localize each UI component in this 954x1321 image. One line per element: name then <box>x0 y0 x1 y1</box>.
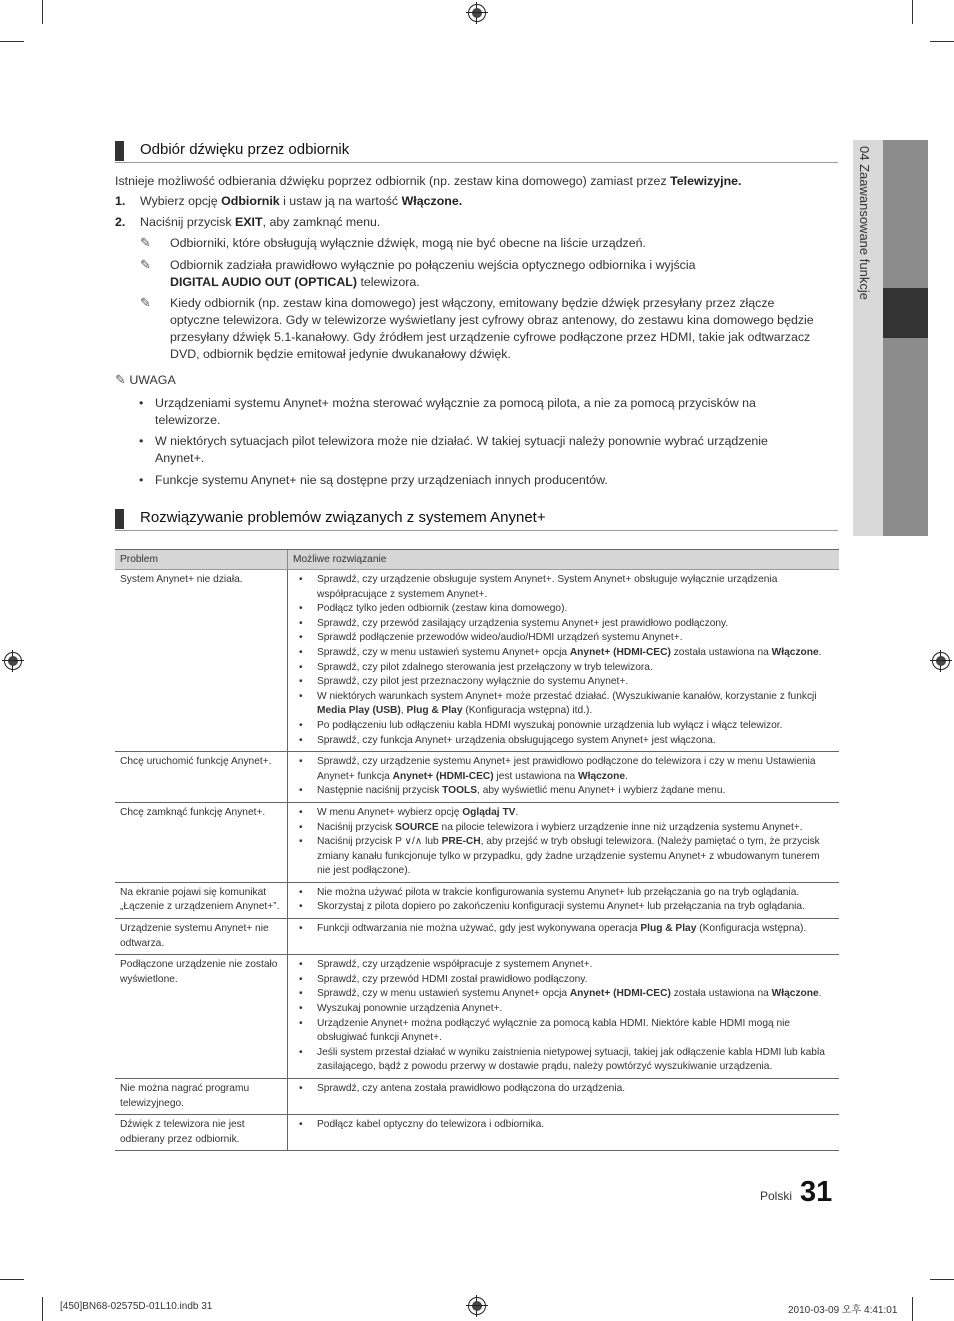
solution-cell <box>288 570 840 752</box>
step-1: 1. Wybierz opcję Odbiornik i ustaw ją na wartość Włączone. <box>115 194 463 208</box>
note-2: Odbiornik zadziała prawidłowo wyłącznie po połączeniu wejścia optycznego odbiornika i wyjścia DIGITAL AUDIO OUT (OPTICAL) telewizora. <box>170 258 696 289</box>
list-item: • Sprawdź, czy w menu ustawień systemu Anynet+ opcja Anynet+ (HDMI-CEC) została ustawiona na Włączone. <box>293 987 834 1002</box>
uwaga-heading: ✎ UWAGA <box>115 373 176 388</box>
list-item: • Nie można używać pilota w trakcie konfigurowania systemu Anynet+ lub przełączania go na tryb oglądania. <box>293 886 834 901</box>
uwaga-bullet: Funkcje systemu Anynet+ nie są dostępne przy urządzeniach innych producentów. <box>155 473 608 487</box>
list-item: • Sprawdź, czy przewód HDMI został prawidłowo podłączony. <box>293 973 834 988</box>
page-number: 31 <box>800 1176 833 1208</box>
registration-mark-icon <box>4 652 22 670</box>
intro-paragraph: Istnieje możliwość odbierania dźwięku poprzez odbiornik (np. zestaw kina domowego) zamiast przez Telewizyjne. <box>115 174 742 188</box>
note-icon: ✎ <box>140 236 151 251</box>
list-item: • Sprawdź, czy pilot zdalnego sterowania jest przełączony w tryb telewizora. <box>293 661 834 676</box>
problem-cell: Dźwięk z telewizora nie jest odbierany przez odbiornik. <box>115 1115 288 1151</box>
note-1: Odbiorniki, które obsługują wyłącznie dźwięk, mogą nie być obecne na liście urządzeń. <box>170 236 646 250</box>
note-3: Kiedy odbiornik (np. zestaw kina domowego) jest włączony, emitowany będzie dźwięk przesyłany przez złącze optyczne telewizora. Gdy w telewizorze wyświetlany jest cyfrowy obraz antenowy, do zestawu kina domowego będzie przesyłany dźwięk 5.1-kanałowy. Gdy źródłem jest urządzenie cyfrowe podłączone przez HDMI, takie jak odtwarzacz DVD, odbiornik będzie emitował jedynie dwukanałowy dźwięk. <box>170 296 814 361</box>
uwaga-bullet: W niektórych sytuacjach pilot telewizora może nie działać. W takiej sytuacji należy ponownie wybrać urządzenie Anynet+. <box>155 434 768 465</box>
note-icon: ✎ <box>140 296 151 311</box>
registration-mark-icon <box>468 1297 486 1315</box>
list-item: • Sprawdź, czy antena została prawidłowo podłączona do urządzenia. <box>293 1082 834 1097</box>
table-row <box>115 882 839 918</box>
column-header-problem: Problem <box>115 550 288 570</box>
solution-cell <box>288 802 840 882</box>
troubleshooting-table <box>115 549 839 1151</box>
note-icon: ✎ <box>115 373 126 388</box>
problem-cell: System Anynet+ nie działa. <box>115 570 288 752</box>
list-item: • Sprawdź, czy w menu ustawień systemu Anynet+ opcja Anynet+ (HDMI-CEC) została ustawiona na Włączone. <box>293 646 834 661</box>
registration-mark-icon <box>932 652 950 670</box>
table-row <box>115 570 839 752</box>
table-row <box>115 752 839 803</box>
list-item: • Sprawdź podłączenie przewodów wideo/audio/HDMI urządzeń systemu Anynet+. <box>293 631 834 646</box>
table-row <box>115 802 839 882</box>
table-row <box>115 955 839 1079</box>
list-item: • W menu Anynet+ wybierz opcję Oglądaj TV. <box>293 806 834 821</box>
print-slug-file: [450]BN68-02575D-01L10.indb 31 <box>60 1301 213 1312</box>
list-item: • Sprawdź, czy urządzenie obsługuje system Anynet+. System Anynet+ obsługuje wyłącznie urządzenia współpracujące z systemem Anynet+. <box>293 573 834 602</box>
list-item: • Po podłączeniu lub odłączeniu kabla HDMI wyszukaj ponownie urządzenia lub wyłącz i włącz telewizor. <box>293 719 834 734</box>
list-item: • W niektórych warunkach system Anynet+ może przestać działać. (Wyszukiwanie kanałów, korzystanie z funkcji Media Play (USB), Plug & Play (Konfiguracja wstępna) itd.). <box>293 690 834 719</box>
solution-cell <box>288 1079 840 1115</box>
solution-cell <box>288 919 840 955</box>
list-item: • Naciśnij przycisk SOURCE na pilocie telewizora i wybierz urządzenie inne niż urządzenia systemu Anynet+. <box>293 821 834 836</box>
table-row <box>115 1115 839 1151</box>
solution-cell <box>288 955 840 1079</box>
list-item: • Funkcji odtwarzania nie można używać, gdy jest wykonywana operacja Plug & Play (Konfiguracja wstępna). <box>293 922 834 937</box>
list-item: • Sprawdź, czy urządzenie współpracuje z systemem Anynet+. <box>293 958 834 973</box>
list-item: • Sprawdź, czy funkcja Anynet+ urządzenia obsługującego system Anynet+ jest włączona. <box>293 734 834 749</box>
list-item: • Podłącz kabel optyczny do telewizora i odbiornika. <box>293 1118 834 1133</box>
chapter-label: 04 Zaawansowane funkcje <box>857 146 872 300</box>
column-header-solution: Możliwe rozwiązanie <box>288 550 840 570</box>
list-item: • Naciśnij przycisk P ∨/∧ lub PRE-CH, aby przejść w tryb obsługi telewizora. (Należy pamiętać o tym, że przycisk zmiany kanału funkcjonuje tylko w przypadku, gdy żadne urządzenie systemu Anynet+ z wbudowanym tunerem nie jest podłączone). <box>293 835 834 879</box>
list-item: • Jeśli system przestał działać w wyniku zaistnienia nietypowej sytuacji, takiej jak odłączenie kabla HDMI lub kabla zasilającego, bądź z powodu przerwy w dostawie prądu, należy powtórzyć wyszukiwanie urządzenia. <box>293 1046 834 1075</box>
problem-cell: Nie można nagrać programu telewizyjnego. <box>115 1079 288 1115</box>
list-item: • Urządzenie Anynet+ można podłączyć wyłącznie za pomocą kabla HDMI. Niektóre kable HDMI mogą nie obsługiwać funkcji Anynet+. <box>293 1017 834 1046</box>
problem-cell: Na ekranie pojawi się komunikat „Łączenie z urządzeniem Anynet+”. <box>115 882 288 918</box>
section-heading-troubleshooting: Rozwiązywanie problemów związanych z systemem Anynet+ <box>115 509 838 531</box>
solution-cell <box>288 882 840 918</box>
solution-cell <box>288 752 840 803</box>
print-slug-date: 2010-03-09 오후 4:41:01 <box>788 1305 898 1316</box>
section-heading-receiver: Odbiór dźwięku przez odbiornik <box>115 141 838 163</box>
table-row <box>115 1079 839 1115</box>
problem-cell: Chcę zamknąć funkcję Anynet+. <box>115 802 288 882</box>
table-row <box>115 919 839 955</box>
solution-cell <box>288 1115 840 1151</box>
registration-mark-icon <box>468 4 486 22</box>
problem-cell: Chcę uruchomić funkcję Anynet+. <box>115 752 288 803</box>
list-item: • Sprawdź, czy urządzenie systemu Anynet+ jest prawidłowo podłączone do telewizora i czy w menu Ustawienia Anynet+ funkcja Anynet+ (HDMI-CEC) jest ustawiona na Włączone. <box>293 755 834 784</box>
list-item: • Następnie naciśnij przycisk TOOLS, aby wyświetlić menu Anynet+ i wybierz żądane menu. <box>293 784 834 799</box>
list-item: • Skorzystaj z pilota dopiero po zakończeniu konfiguracji systemu Anynet+ lub przełączania na tryb oglądania. <box>293 900 834 915</box>
uwaga-bullet: Urządzeniami systemu Anynet+ można sterować wyłącznie za pomocą pilota, a nie za pomocą przycisków na telewizorze. <box>155 396 756 427</box>
list-item: • Sprawdź, czy przewód zasilający urządzenia systemu Anynet+ jest prawidłowo podłączony. <box>293 617 834 632</box>
step-2: 2. Naciśnij przycisk EXIT, aby zamknąć menu. <box>115 215 381 229</box>
chapter-side-tab <box>853 140 928 536</box>
list-item: • Sprawdź, czy pilot jest przeznaczony wyłącznie do systemu Anynet+. <box>293 675 834 690</box>
problem-cell: Urządzenie systemu Anynet+ nie odtwarza. <box>115 919 288 955</box>
list-item: • Wyszukaj ponownie urządzenia Anynet+. <box>293 1002 834 1017</box>
footer-language: Polski <box>760 1189 793 1203</box>
problem-cell: Podłączone urządzenie nie zostało wyświetlone. <box>115 955 288 1079</box>
list-item: • Podłącz tylko jeden odbiornik (zestaw kina domowego). <box>293 602 834 617</box>
note-icon: ✎ <box>140 258 151 273</box>
